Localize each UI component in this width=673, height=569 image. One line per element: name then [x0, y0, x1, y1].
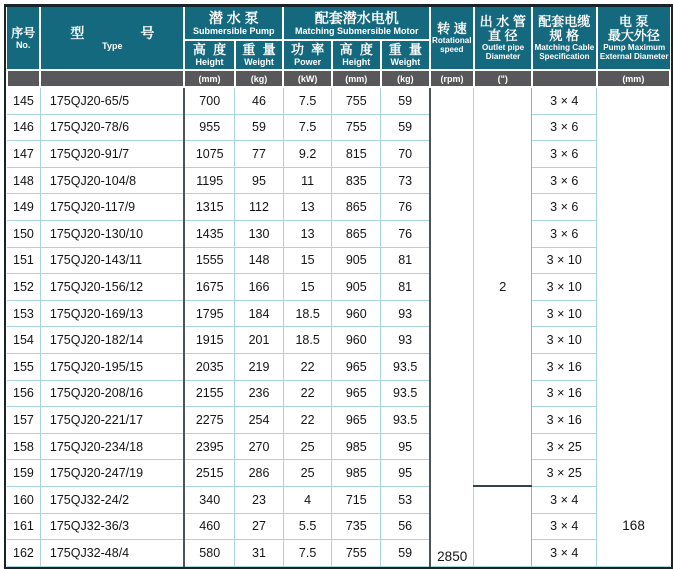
cell-outlet-merged-qj32	[474, 486, 532, 566]
cell-power: 9.2	[283, 141, 332, 168]
cell-pump-weight: 77	[235, 141, 284, 168]
cell-pump-height: 460	[184, 513, 234, 540]
header-dia-en2: External Diameter	[599, 51, 669, 61]
cell-no: 146	[7, 114, 40, 141]
unit-pump-height: (mm)	[184, 70, 234, 87]
cell-power: 7.5	[283, 87, 332, 114]
header-pump-weight-en: Weight	[244, 57, 274, 67]
header-motor-weight-zh: 重 量	[388, 42, 422, 57]
cell-no: 158	[7, 433, 40, 460]
cell-pump-weight: 219	[235, 353, 284, 380]
cell-power: 22	[283, 407, 332, 434]
table-row	[7, 407, 670, 434]
cell-pump-height: 1435	[184, 220, 234, 247]
cell-pump-height: 700	[184, 87, 234, 114]
cell-type: 175QJ20-169/13	[40, 300, 184, 327]
cell-type: 175QJ20-221/17	[40, 407, 184, 434]
cell-power: 13	[283, 220, 332, 247]
header-diameter	[597, 7, 670, 70]
table-row	[7, 486, 670, 513]
cell-type: 175QJ20-208/16	[40, 380, 184, 407]
header-motor-en: Matching Submersible Motor	[294, 26, 419, 36]
cell-pump-height: 2275	[184, 407, 234, 434]
header-outlet-zh2: 直 径	[487, 27, 518, 43]
cell-pump-weight: 236	[235, 380, 284, 407]
cell-motor-height: 755	[332, 114, 381, 141]
table-row	[7, 114, 670, 141]
table-row	[7, 87, 670, 114]
cell-pump-height: 1915	[184, 327, 234, 354]
cell-max-diameter-merged: 168	[597, 87, 670, 566]
cell-cable: 3 × 16	[532, 353, 597, 380]
cell-motor-height: 965	[332, 407, 381, 434]
header-cable-en2: Specification	[539, 51, 590, 61]
pump-spec-table	[6, 7, 671, 567]
unit-no	[7, 70, 40, 87]
cell-motor-weight: 76	[381, 194, 431, 221]
table-row	[7, 433, 670, 460]
cell-pump-height: 2515	[184, 460, 234, 487]
cell-pump-height: 955	[184, 114, 234, 141]
cell-motor-height: 985	[332, 433, 381, 460]
cell-cable: 3 × 10	[532, 247, 597, 274]
header-speed-zh: 转 速	[437, 20, 467, 36]
cell-motor-weight: 70	[381, 141, 431, 168]
cell-cable: 3 × 25	[532, 433, 597, 460]
cell-motor-weight: 76	[381, 220, 431, 247]
cell-power: 25	[283, 433, 332, 460]
unit-power: (kW)	[283, 70, 332, 87]
header-speed	[430, 7, 474, 70]
cell-motor-height: 905	[332, 274, 381, 301]
cell-type: 175QJ20-78/6	[40, 114, 184, 141]
cell-type: 175QJ20-130/10	[40, 220, 184, 247]
cell-motor-weight: 59	[381, 87, 431, 114]
header-pump-en: Submersible Pump	[193, 26, 275, 36]
table-row	[7, 247, 670, 274]
cell-motor-weight: 95	[381, 433, 431, 460]
cell-no: 154	[7, 327, 40, 354]
unit-motor-height: (mm)	[332, 70, 381, 87]
cell-pump-height: 1555	[184, 247, 234, 274]
cell-outlet-merged-qj20: 2	[474, 87, 532, 486]
table-row	[7, 327, 670, 354]
header-cable-zh1: 配套电缆	[538, 13, 591, 29]
table-frame	[4, 4, 673, 569]
cell-motor-weight: 53	[381, 486, 431, 513]
cell-no: 157	[7, 407, 40, 434]
cell-type: 175QJ32-24/2	[40, 486, 184, 513]
cell-motor-height: 755	[332, 87, 381, 114]
cell-type: 175QJ20-117/9	[40, 194, 184, 221]
cell-no: 159	[7, 460, 40, 487]
header-pump-zh: 潜 水 泵	[208, 10, 259, 26]
cell-pump-weight: 270	[235, 433, 284, 460]
cell-pump-weight: 31	[235, 540, 284, 567]
cell-pump-height: 2155	[184, 380, 234, 407]
cell-pump-weight: 95	[235, 167, 284, 194]
cell-speed-merged: 2850	[430, 87, 474, 566]
cell-cable: 3 × 10	[532, 274, 597, 301]
cell-cable: 3 × 16	[532, 407, 597, 434]
cell-motor-weight: 59	[381, 540, 431, 567]
cell-motor-height: 865	[332, 220, 381, 247]
cell-motor-weight: 93.5	[381, 407, 431, 434]
cell-motor-weight: 95	[381, 460, 431, 487]
cell-type: 175QJ20-91/7	[40, 141, 184, 168]
header-type-zh: 型 号	[70, 25, 155, 41]
cell-type: 175QJ20-104/8	[40, 167, 184, 194]
cell-pump-weight: 130	[235, 220, 284, 247]
table-body	[7, 87, 670, 566]
cell-type: 175QJ20-143/11	[40, 247, 184, 274]
cell-pump-weight: 148	[235, 247, 284, 274]
header-motor-power-zh: 功 率	[291, 42, 325, 57]
header-motor-weight-en: Weight	[390, 57, 421, 67]
table-row	[7, 141, 670, 168]
cell-motor-height: 835	[332, 167, 381, 194]
cell-motor-weight: 93.5	[381, 380, 431, 407]
header-pump-weight-zh: 重 量	[242, 42, 276, 57]
header-no-zh: 序号	[11, 26, 36, 40]
cell-power: 15	[283, 274, 332, 301]
cell-motor-height: 985	[332, 460, 381, 487]
cell-pump-weight: 27	[235, 513, 284, 540]
header-cable-en1: Matching Cable	[534, 41, 595, 52]
cell-motor-height: 815	[332, 141, 381, 168]
cell-pump-weight: 166	[235, 274, 284, 301]
cell-motor-height: 960	[332, 300, 381, 327]
cell-pump-weight: 59	[235, 114, 284, 141]
cell-no: 155	[7, 353, 40, 380]
cell-power: 7.5	[283, 114, 332, 141]
table-row	[7, 167, 670, 194]
header-motor-weight	[381, 40, 431, 70]
header-motor-power-en: Power	[294, 57, 322, 67]
cell-power: 7.5	[283, 540, 332, 567]
cell-cable: 3 × 6	[532, 141, 597, 168]
table-row	[7, 220, 670, 247]
header-motor-height-zh: 高 度	[339, 42, 373, 57]
header-outlet-en2: Diameter	[485, 51, 521, 61]
cell-pump-weight: 286	[235, 460, 284, 487]
cell-type: 175QJ20-156/12	[40, 274, 184, 301]
table-row	[7, 460, 670, 487]
cell-motor-height: 965	[332, 353, 381, 380]
cell-pump-weight: 23	[235, 486, 284, 513]
unit-pump-weight: (kg)	[235, 70, 284, 87]
cell-no: 156	[7, 380, 40, 407]
unit-cable	[532, 70, 597, 87]
header-motor-height	[332, 40, 381, 70]
cell-cable: 3 × 6	[532, 167, 597, 194]
cell-motor-weight: 56	[381, 513, 431, 540]
cell-no: 150	[7, 220, 40, 247]
header-motor-zh: 配套潜水电机	[314, 10, 399, 26]
cell-no: 162	[7, 540, 40, 567]
cell-cable: 3 × 4	[532, 540, 597, 567]
cell-pump-height: 1675	[184, 274, 234, 301]
header-motor-power	[283, 40, 332, 70]
header-speed-en1: Rotational	[432, 34, 472, 45]
cell-type: 175QJ20-182/14	[40, 327, 184, 354]
cell-pump-height: 1315	[184, 194, 234, 221]
cell-power: 18.5	[283, 300, 332, 327]
cell-cable: 3 × 6	[532, 220, 597, 247]
cell-no: 145	[7, 87, 40, 114]
cell-motor-weight: 93.5	[381, 353, 431, 380]
cell-pump-height: 1795	[184, 300, 234, 327]
unit-type	[40, 70, 184, 87]
header-motor-height-en: Height	[342, 57, 371, 67]
cell-motor-weight: 93	[381, 327, 431, 354]
header-outlet-en1: Outlet pipe	[481, 41, 524, 52]
units-row	[7, 70, 670, 87]
header-group-motor	[283, 7, 430, 40]
cell-no: 148	[7, 167, 40, 194]
cell-motor-weight: 81	[381, 274, 431, 301]
table-row	[7, 380, 670, 407]
cell-motor-weight: 93	[381, 300, 431, 327]
unit-speed: (rpm)	[430, 70, 474, 87]
cell-power: 22	[283, 380, 332, 407]
header-outlet	[474, 7, 532, 70]
header-pump-height-en: Height	[195, 57, 224, 67]
cell-motor-weight: 73	[381, 167, 431, 194]
cell-motor-height: 715	[332, 486, 381, 513]
cell-pump-weight: 46	[235, 87, 284, 114]
header-type	[40, 7, 184, 70]
cell-power: 15	[283, 247, 332, 274]
unit-diameter: (mm)	[597, 70, 670, 87]
cell-cable: 3 × 16	[532, 380, 597, 407]
cell-motor-weight: 59	[381, 114, 431, 141]
cell-no: 152	[7, 274, 40, 301]
header-speed-en2: speed	[440, 44, 464, 54]
header-dia-en1: Pump Maximum	[602, 41, 665, 52]
header-pump-height-zh: 高 度	[192, 42, 227, 57]
cell-type: 175QJ32-36/3	[40, 513, 184, 540]
header-outlet-zh1: 出 水 管	[479, 13, 526, 29]
cell-pump-weight: 254	[235, 407, 284, 434]
cell-type: 175QJ20-65/5	[40, 87, 184, 114]
cell-pump-weight: 201	[235, 327, 284, 354]
cell-power: 22	[283, 353, 332, 380]
cell-no: 151	[7, 247, 40, 274]
cell-pump-height: 2035	[184, 353, 234, 380]
header-cable-zh2: 规 格	[549, 27, 580, 43]
table-row	[7, 353, 670, 380]
cell-motor-height: 960	[332, 327, 381, 354]
cell-pump-weight: 184	[235, 300, 284, 327]
cell-pump-height: 340	[184, 486, 234, 513]
cell-cable: 3 × 10	[532, 300, 597, 327]
table-row	[7, 274, 670, 301]
cell-no: 147	[7, 141, 40, 168]
cell-cable: 3 × 4	[532, 87, 597, 114]
header-no-en: No.	[15, 40, 31, 50]
cell-no: 160	[7, 486, 40, 513]
cell-cable: 3 × 10	[532, 327, 597, 354]
cell-type: 175QJ20-195/15	[40, 353, 184, 380]
cell-type: 175QJ20-234/18	[40, 433, 184, 460]
cell-motor-height: 755	[332, 540, 381, 567]
cell-motor-weight: 81	[381, 247, 431, 274]
header-pump-height	[184, 40, 234, 70]
header-dia-zh2: 最大外径	[607, 27, 660, 43]
cell-power: 25	[283, 460, 332, 487]
unit-outlet: (")	[474, 70, 532, 87]
cell-cable: 3 × 6	[532, 194, 597, 221]
cell-motor-height: 905	[332, 247, 381, 274]
cell-type: 175QJ20-247/19	[40, 460, 184, 487]
cell-power: 13	[283, 194, 332, 221]
cell-motor-height: 865	[332, 194, 381, 221]
cell-cable: 3 × 6	[532, 114, 597, 141]
header-cable	[532, 7, 597, 70]
cell-motor-height: 735	[332, 513, 381, 540]
cell-pump-height: 1075	[184, 141, 234, 168]
table-row	[7, 300, 670, 327]
cell-motor-height: 965	[332, 380, 381, 407]
cell-cable: 3 × 4	[532, 513, 597, 540]
header-pump-weight	[235, 40, 284, 70]
cell-power: 5.5	[283, 513, 332, 540]
table-row	[7, 540, 670, 567]
cell-no: 149	[7, 194, 40, 221]
cell-pump-height: 2395	[184, 433, 234, 460]
cell-no: 161	[7, 513, 40, 540]
cell-no: 153	[7, 300, 40, 327]
cell-pump-height: 1195	[184, 167, 234, 194]
table-row	[7, 194, 670, 221]
cell-power: 11	[283, 167, 332, 194]
header-type-en: Type	[102, 41, 123, 51]
cell-power: 4	[283, 486, 332, 513]
header-no	[7, 7, 40, 70]
header-group-pump	[184, 7, 283, 40]
header-dia-zh1: 电 泵	[619, 13, 649, 29]
cell-cable: 3 × 4	[532, 486, 597, 513]
cell-cable: 3 × 25	[532, 460, 597, 487]
cell-pump-height: 580	[184, 540, 234, 567]
table-header	[7, 7, 670, 87]
unit-motor-weight: (kg)	[381, 70, 431, 87]
cell-pump-weight: 112	[235, 194, 284, 221]
cell-power: 18.5	[283, 327, 332, 354]
cell-type: 175QJ32-48/4	[40, 540, 184, 567]
table-row	[7, 513, 670, 540]
